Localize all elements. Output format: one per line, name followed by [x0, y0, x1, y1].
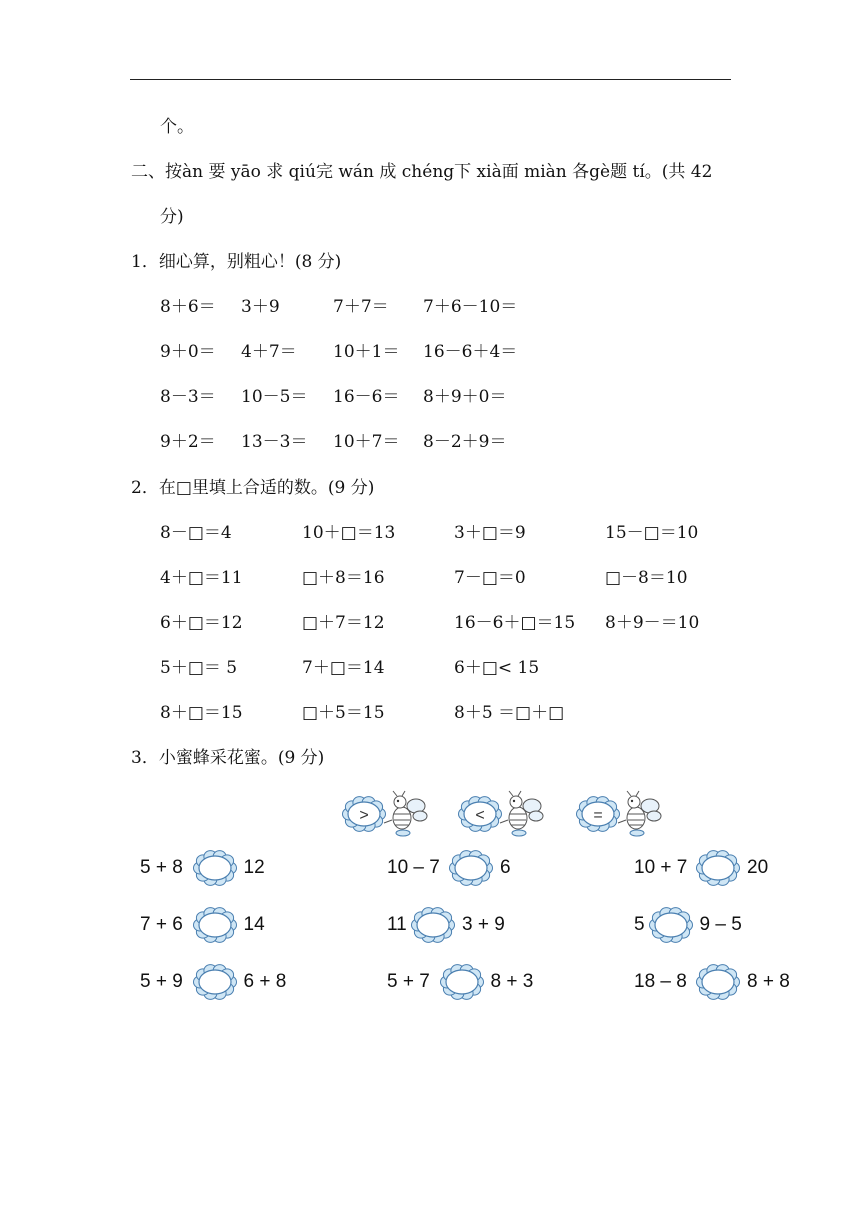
q1-expression: 10－5＝	[241, 387, 308, 407]
comparison-left: 5	[634, 914, 645, 935]
q2-equation: 8＋□＝15	[160, 703, 243, 723]
q2-equation: 10＋□＝13	[302, 523, 396, 543]
q2-equation: □－8＝10	[605, 568, 688, 588]
bee-icon	[500, 791, 543, 836]
q2-equation: 8－□＝4	[160, 523, 232, 543]
comparison-left: 7 + 6	[140, 914, 183, 935]
q1-expression: 10＋1＝	[333, 342, 400, 362]
q2-equation: □＋8＝16	[302, 568, 385, 588]
legend-item	[574, 790, 664, 838]
q1-expression: 8－2＋9＝	[423, 432, 507, 452]
comparison-item	[634, 962, 794, 1002]
q2-equation: 4＋□＝11	[160, 568, 243, 588]
q2-equation: 3＋□＝9	[454, 523, 526, 543]
q2-equation: 15－□＝10	[605, 523, 699, 543]
q1-expression: 9＋2＝	[160, 432, 216, 452]
comparison-left: 11	[387, 914, 407, 935]
flower-icon	[456, 790, 546, 838]
q2-equation: 5＋□＝ 5	[160, 658, 238, 678]
comparison-right: 3 + 9	[462, 914, 505, 935]
comparison-item	[387, 905, 547, 945]
comparison-item	[140, 848, 300, 888]
comparison-item	[387, 848, 547, 888]
comparison-right: 14	[243, 914, 265, 935]
q2-equation: □＋5＝15	[302, 703, 385, 723]
comparison-left: 10 – 7	[387, 857, 440, 878]
comparison-right: 12	[243, 857, 265, 878]
flower-blank-icon[interactable]	[439, 962, 485, 1002]
q1-expression: 7＋6－10＝	[423, 297, 518, 317]
q1-expression: 3＋9	[241, 297, 280, 317]
comparison-right: 6	[500, 857, 511, 878]
header-rule	[130, 79, 731, 80]
q1-expression: 8－3＝	[160, 387, 216, 407]
q2-equation: 8＋5 ＝□＋□	[454, 703, 565, 723]
flower-blank-icon[interactable]	[448, 848, 494, 888]
comparison-item	[140, 962, 300, 1002]
comparison-left: 10 + 7	[634, 857, 688, 878]
q1-expression: 16－6＋4＝	[423, 342, 518, 362]
comparison-item	[634, 848, 794, 888]
continued-text: 个。	[160, 117, 194, 137]
comparison-right: 9 – 5	[699, 914, 742, 935]
legend-item	[340, 790, 430, 838]
comparison-right: 20	[747, 857, 769, 878]
legend-symbol: <	[475, 807, 485, 824]
comparison-right: 8 + 8	[747, 971, 790, 992]
flower-blank-icon[interactable]	[192, 905, 238, 945]
flower-blank-icon[interactable]	[192, 962, 238, 1002]
legend-symbol: =	[593, 807, 603, 824]
comparison-item	[140, 905, 300, 945]
q1-expression: 8＋6＝	[160, 297, 216, 317]
q1-expression: 13－3＝	[241, 432, 308, 452]
flower-blank-icon[interactable]	[695, 962, 741, 1002]
flower-blank-icon[interactable]	[410, 905, 456, 945]
q2-equation: 6＋□< 15	[454, 658, 540, 678]
section-heading-cont: 分)	[160, 207, 184, 227]
flower-icon	[340, 790, 430, 838]
bee-icon	[384, 791, 427, 836]
q1-expression: 8＋9＋0＝	[423, 387, 507, 407]
flower-blank-icon[interactable]	[695, 848, 741, 888]
comparison-item	[387, 962, 547, 1002]
comparison-right: 8 + 3	[490, 971, 534, 992]
comparison-left: 5 + 7	[387, 971, 430, 992]
q2-equation: 6＋□＝12	[160, 613, 243, 633]
flower-blank-icon[interactable]	[192, 848, 238, 888]
section-heading: 二、按àn 要 yāo 求 qiú完 wán 成 chéng下 xià面 miàn 各gè题 tí。(共 42	[131, 162, 713, 182]
q2-equation: 7－□＝0	[454, 568, 526, 588]
q2-equation: 7＋□＝14	[302, 658, 385, 678]
q1-expression: 7＋7＝	[333, 297, 389, 317]
q1-expression: 10＋7＝	[333, 432, 400, 452]
q3-title: 3．小蜜蜂采花蜜。(9 分)	[131, 748, 325, 768]
flower-blank-icon[interactable]	[648, 905, 694, 945]
bee-icon	[618, 791, 661, 836]
comparison-right: 6 + 8	[243, 971, 287, 992]
q2-equation: 16－6＋□＝15	[454, 613, 576, 633]
q1-expression: 9＋0＝	[160, 342, 216, 362]
comparison-left: 18 – 8	[634, 971, 687, 992]
q2-equation: 8＋9－＝10	[605, 613, 700, 633]
q2-title: 2．在□里填上合适的数。(9 分)	[131, 478, 375, 498]
q1-expression: 4＋7＝	[241, 342, 297, 362]
comparison-item	[634, 905, 794, 945]
comparison-left: 5 + 8	[140, 857, 183, 878]
q1-title: 1．细心算，别粗心！(8 分)	[131, 252, 342, 272]
flower-icon	[574, 790, 664, 838]
comparison-left: 5 + 9	[140, 971, 183, 992]
q2-equation: □＋7＝12	[302, 613, 385, 633]
q1-expression: 16－6＝	[333, 387, 400, 407]
legend-item	[456, 790, 546, 838]
legend-symbol: >	[359, 807, 369, 824]
